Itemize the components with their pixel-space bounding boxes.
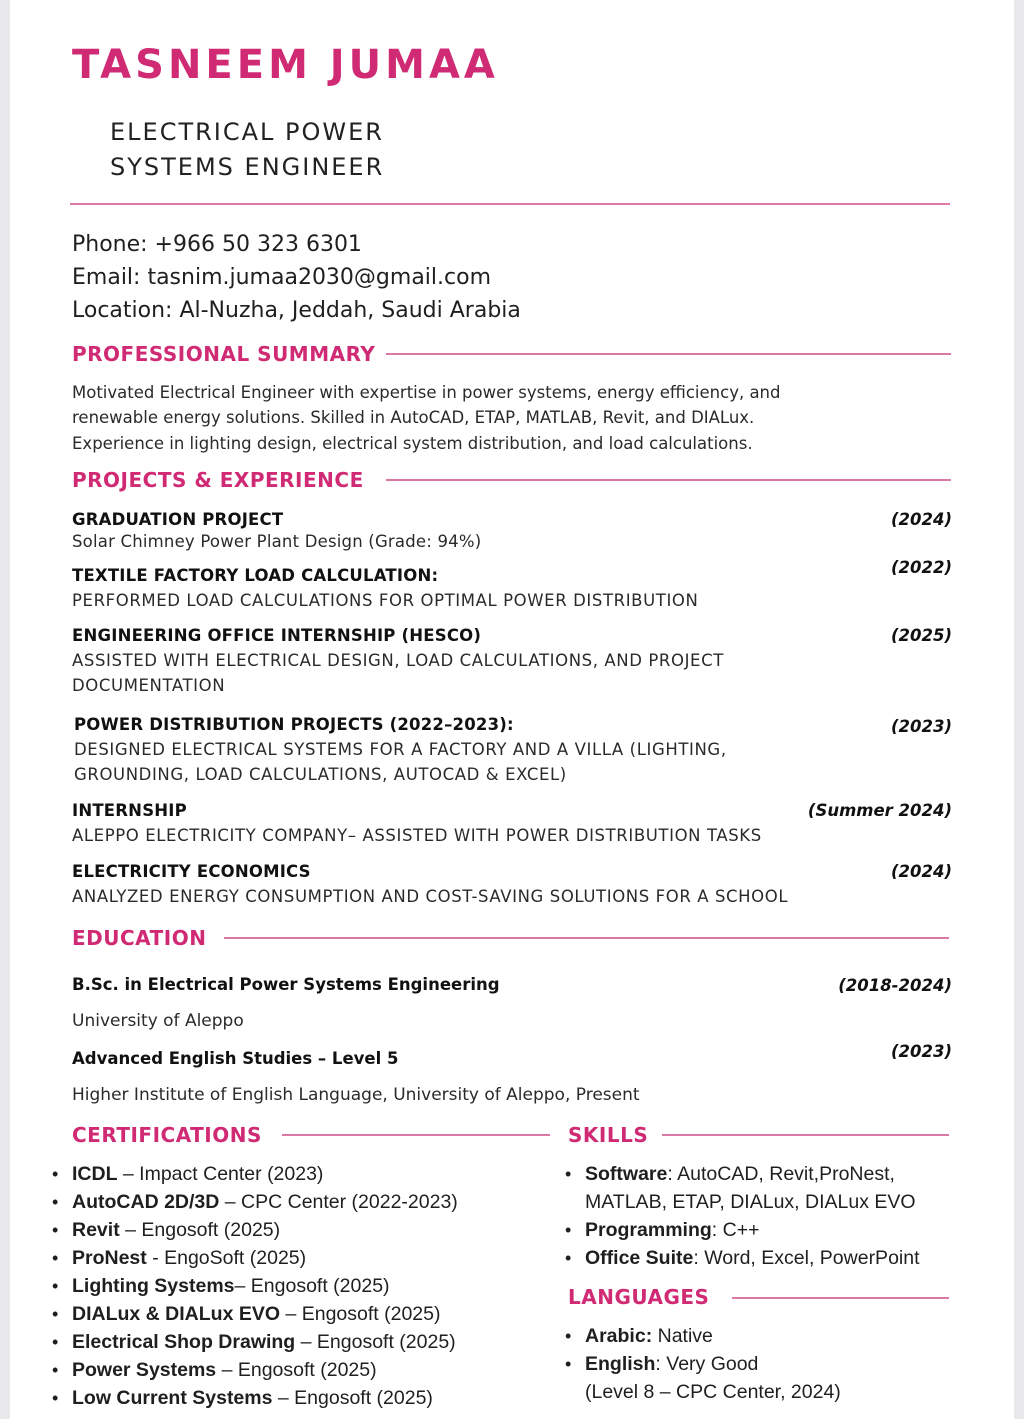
project-description: ALEPPO ELECTRICITY COMPANY– ASSISTED WITH POWER DISTRIBUTION TASKS bbox=[72, 826, 762, 845]
resume-page bbox=[10, 0, 1014, 1419]
summary-line: Motivated Electrical Engineer with expertise in power systems, energy efficiency, and bbox=[72, 383, 781, 402]
job-title-line-2: SYSTEMS ENGINEER bbox=[110, 153, 385, 181]
project-title: POWER DISTRIBUTION PROJECTS (2022–2023): bbox=[74, 715, 514, 734]
project-title: ENGINEERING OFFICE INTERNSHIP (HESCO) bbox=[72, 626, 482, 645]
project-title: INTERNSHIP bbox=[72, 801, 187, 820]
project-description: Solar Chimney Power Plant Design (Grade: 94%) bbox=[72, 532, 482, 551]
project-title: GRADUATION PROJECT bbox=[72, 510, 284, 529]
skill-item: • Programming: C++ bbox=[563, 1216, 920, 1244]
contact-email: Email: tasnim.jumaa2030@gmail.com bbox=[72, 265, 492, 290]
summary-line: Experience in lighting design, electrical system distribution, and load calculations. bbox=[72, 434, 753, 453]
education-year: (2018-2024) bbox=[838, 976, 952, 995]
education-degree: B.Sc. in Electrical Power Systems Engineering bbox=[72, 975, 500, 994]
certification-item: • ICDL – Impact Center (2023) bbox=[50, 1160, 458, 1188]
certification-item: • Power Systems – Engosoft (2025) bbox=[50, 1356, 458, 1384]
candidate-name: TASNEEM JUMAA bbox=[72, 42, 499, 88]
languages-heading-rule bbox=[732, 1297, 949, 1299]
languages-heading: LANGUAGES bbox=[568, 1285, 710, 1309]
certification-item: • AutoCAD 2D/3D – CPC Center (2022-2023) bbox=[50, 1188, 458, 1216]
education-institution: University of Aleppo bbox=[72, 1011, 244, 1031]
project-description: DOCUMENTATION bbox=[72, 676, 226, 695]
skills-list bbox=[563, 1160, 920, 1272]
language-item: • Arabic: Native bbox=[563, 1322, 841, 1350]
skill-item: • Office Suite: Word, Excel, PowerPoint bbox=[563, 1244, 920, 1272]
project-year: (2025) bbox=[890, 626, 952, 645]
certifications-list bbox=[50, 1160, 458, 1412]
project-year: (Summer 2024) bbox=[807, 801, 952, 820]
education-heading-rule bbox=[224, 937, 949, 939]
certification-item: • Low Current Systems – Engosoft (2025) bbox=[50, 1384, 458, 1412]
project-description: ANALYZED ENERGY CONSUMPTION AND COST-SAVING SOLUTIONS FOR A SCHOOL bbox=[72, 887, 789, 906]
education-heading: EDUCATION bbox=[72, 926, 207, 950]
education-degree: Advanced English Studies – Level 5 bbox=[72, 1049, 399, 1068]
summary-heading: PROFESSIONAL SUMMARY bbox=[72, 342, 376, 366]
certification-item: • Electrical Shop Drawing – Engosoft (2025) bbox=[50, 1328, 458, 1356]
project-title: ELECTRICITY ECONOMICS bbox=[72, 862, 311, 881]
header-divider bbox=[70, 203, 950, 205]
language-item: • English: Very Good bbox=[563, 1350, 841, 1378]
project-description: DESIGNED ELECTRICAL SYSTEMS FOR A FACTORY AND A VILLA (LIGHTING, bbox=[74, 740, 727, 759]
project-year: (2022) bbox=[890, 558, 952, 577]
summary-heading-rule bbox=[386, 353, 951, 355]
skill-item-continued: MATLAB, ETAP, DIALux, DIALux EVO bbox=[585, 1191, 916, 1213]
project-description: GROUNDING, LOAD CALCULATIONS, AUTOCAD & EXCEL) bbox=[74, 765, 567, 784]
education-institution: Higher Institute of English Language, University of Aleppo, Present bbox=[72, 1085, 640, 1105]
project-year: (2024) bbox=[890, 510, 952, 529]
summary-line: renewable energy solutions. Skilled in AutoCAD, ETAP, MATLAB, Revit, and DIALux. bbox=[72, 408, 755, 427]
contact-phone: Phone: +966 50 323 6301 bbox=[72, 232, 362, 257]
project-year: (2024) bbox=[890, 862, 952, 881]
skills-heading: SKILLS bbox=[568, 1123, 649, 1147]
contact-location: Location: Al-Nuzha, Jeddah, Saudi Arabia bbox=[72, 298, 521, 323]
projects-heading-rule bbox=[386, 479, 951, 481]
certifications-heading: CERTIFICATIONS bbox=[72, 1123, 262, 1147]
certification-item: • DIALux & DIALux EVO – Engosoft (2025) bbox=[50, 1300, 458, 1328]
project-description: PERFORMED LOAD CALCULATIONS FOR OPTIMAL POWER DISTRIBUTION bbox=[72, 591, 699, 610]
project-title: TEXTILE FACTORY LOAD CALCULATION: bbox=[72, 566, 439, 585]
project-description: ASSISTED WITH ELECTRICAL DESIGN, LOAD CALCULATIONS, AND PROJECT bbox=[72, 651, 724, 670]
skills-heading-rule bbox=[662, 1134, 949, 1136]
skill-item: • Software: AutoCAD, Revit,ProNest, bbox=[563, 1160, 920, 1188]
job-title-line-1: ELECTRICAL POWER bbox=[110, 118, 384, 146]
certifications-heading-rule bbox=[282, 1134, 550, 1136]
languages-list bbox=[563, 1322, 841, 1406]
language-item-continued: (Level 8 – CPC Center, 2024) bbox=[585, 1381, 841, 1403]
education-year: (2023) bbox=[890, 1042, 952, 1061]
projects-heading: PROJECTS & EXPERIENCE bbox=[72, 468, 364, 492]
project-year: (2023) bbox=[890, 717, 952, 736]
certification-item: • Revit – Engosoft (2025) bbox=[50, 1216, 458, 1244]
certification-item: • ProNest - EngoSoft (2025) bbox=[50, 1244, 458, 1272]
certification-item: • Lighting Systems– Engosoft (2025) bbox=[50, 1272, 458, 1300]
